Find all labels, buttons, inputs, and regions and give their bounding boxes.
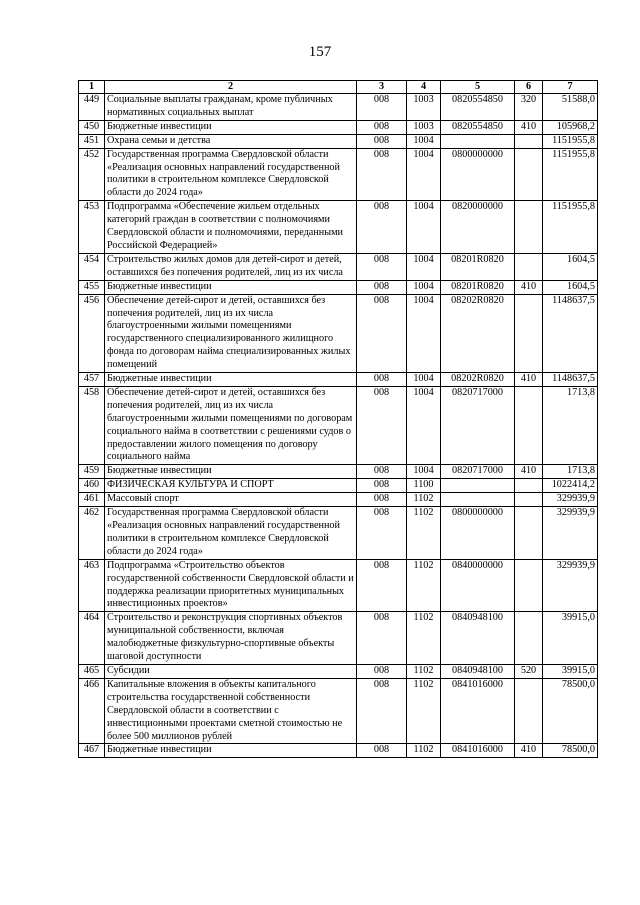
row-name: Бюджетные инвестиции [105,120,357,134]
expense-type-code: 520 [515,664,543,678]
table-row [79,493,598,507]
amount-value: 1604,5 [543,253,598,280]
expense-type-code [515,253,543,280]
ministry-code: 008 [357,386,407,464]
expense-type-code: 410 [515,465,543,479]
expense-type-code [515,493,543,507]
article-code [441,479,515,493]
row-number: 466 [79,678,105,744]
section-code: 1004 [407,134,441,148]
table-row [79,678,598,744]
section-code: 1102 [407,493,441,507]
table-row [79,94,598,121]
row-name: Массовый спорт [105,493,357,507]
expense-type-code: 410 [515,744,543,758]
row-number: 467 [79,744,105,758]
amount-value: 1151955,8 [543,201,598,254]
article-code: 0820554850 [441,94,515,121]
row-number: 464 [79,612,105,665]
row-number: 452 [79,148,105,201]
table-row [79,664,598,678]
amount-value: 1148637,5 [543,294,598,372]
table-row [79,559,598,612]
amount-value: 329939,9 [543,559,598,612]
row-name: Строительство жилых домов для детей-сирот и детей, оставшихся без попечения родителей, лиц из их числа [105,253,357,280]
expense-type-code: 410 [515,373,543,387]
expense-type-code [515,507,543,560]
section-code: 1004 [407,294,441,372]
section-code: 1004 [407,386,441,464]
row-name: Обеспечение детей-сирот и детей, оставшихся без попечения родителей, лиц из их числа благоустроенными жилыми помещениями по договорам социального найма в соответствии с решениями судов о предоставлении жилого помещения по договору социального найма [105,386,357,464]
column-header: 2 [105,81,357,94]
section-code: 1003 [407,120,441,134]
section-code: 1102 [407,744,441,758]
section-code: 1004 [407,280,441,294]
expense-type-code [515,386,543,464]
expense-type-code: 410 [515,280,543,294]
section-code: 1004 [407,373,441,387]
page-number: 157 [308,44,332,60]
table-row [79,294,598,372]
ministry-code: 008 [357,134,407,148]
table-row [79,744,598,758]
column-header: 7 [543,81,598,94]
expense-type-code [515,678,543,744]
row-name: Охрана семьи и детства [105,134,357,148]
amount-value: 329939,9 [543,493,598,507]
table-row [79,201,598,254]
section-code: 1102 [407,664,441,678]
article-code: 0800000000 [441,148,515,201]
article-code: 0840000000 [441,559,515,612]
amount-value: 1604,5 [543,280,598,294]
table-header-row [79,81,598,94]
article-code: 0820717000 [441,465,515,479]
ministry-code: 008 [357,507,407,560]
section-code: 1004 [407,465,441,479]
row-number: 455 [79,280,105,294]
row-name: Государственная программа Свердловской области «Реализация основных направлений государственной политики в строительном комплексе Свердловской области до 2024 года» [105,148,357,201]
row-number: 456 [79,294,105,372]
row-number: 460 [79,479,105,493]
amount-value: 105968,2 [543,120,598,134]
article-code [441,134,515,148]
column-header: 6 [515,81,543,94]
expense-type-code [515,134,543,148]
expense-type-code: 320 [515,94,543,121]
article-code: 08201R0820 [441,253,515,280]
row-name: Бюджетные инвестиции [105,280,357,294]
expense-type-code: 410 [515,120,543,134]
row-name: Социальные выплаты гражданам, кроме публичных нормативных социальных выплат [105,94,357,121]
expense-type-code [515,294,543,372]
row-name: Обеспечение детей-сирот и детей, оставшихся без попечения родителей, лиц из их числа благоустроенными жилыми помещениями государственного специализированного жилищного фонда по договорам найма специализированных жилых помещений [105,294,357,372]
row-number: 450 [79,120,105,134]
row-number: 465 [79,664,105,678]
amount-value: 78500,0 [543,744,598,758]
amount-value: 1713,8 [543,465,598,479]
amount-value: 1151955,8 [543,134,598,148]
row-name: Строительство и реконструкция спортивных объектов муниципальной собственности, включая малобюджетные физкультурно-спортивные объекты шаговой доступности [105,612,357,665]
column-header: 5 [441,81,515,94]
expense-type-code [515,612,543,665]
row-number: 463 [79,559,105,612]
ministry-code: 008 [357,678,407,744]
amount-value: 51588,0 [543,94,598,121]
table-row [79,465,598,479]
article-code: 0800000000 [441,507,515,560]
ministry-code: 008 [357,612,407,665]
expense-type-code [515,559,543,612]
article-code: 0840948100 [441,612,515,665]
row-name: Бюджетные инвестиции [105,465,357,479]
budget-table [78,80,598,758]
row-number: 461 [79,493,105,507]
amount-value: 1713,8 [543,386,598,464]
column-header: 4 [407,81,441,94]
ministry-code: 008 [357,120,407,134]
article-code: 0820717000 [441,386,515,464]
row-name: Бюджетные инвестиции [105,373,357,387]
section-code: 1102 [407,678,441,744]
ministry-code: 008 [357,479,407,493]
article-code: 0840948100 [441,664,515,678]
section-code: 1100 [407,479,441,493]
row-number: 451 [79,134,105,148]
amount-value: 39915,0 [543,664,598,678]
article-code: 0841016000 [441,678,515,744]
article-code [441,493,515,507]
row-number: 453 [79,201,105,254]
row-number: 462 [79,507,105,560]
section-code: 1003 [407,94,441,121]
amount-value: 1148637,5 [543,373,598,387]
article-code: 0820554850 [441,120,515,134]
row-number: 458 [79,386,105,464]
table-row [79,134,598,148]
ministry-code: 008 [357,744,407,758]
ministry-code: 008 [357,559,407,612]
table-row [79,280,598,294]
row-name: ФИЗИЧЕСКАЯ КУЛЬТУРА И СПОРТ [105,479,357,493]
row-number: 454 [79,253,105,280]
ministry-code: 008 [357,201,407,254]
ministry-code: 008 [357,465,407,479]
row-number: 457 [79,373,105,387]
table-row [79,507,598,560]
row-name: Капитальные вложения в объекты капитального строительства государственной собственности Свердловской области в соответствии с инвестиционными проектами сметной стоимостью не более 500 миллионов рублей [105,678,357,744]
article-code: 0841016000 [441,744,515,758]
section-code: 1004 [407,201,441,254]
section-code: 1004 [407,253,441,280]
amount-value: 1151955,8 [543,148,598,201]
table-row [79,386,598,464]
amount-value: 78500,0 [543,678,598,744]
ministry-code: 008 [357,493,407,507]
row-name: Государственная программа Свердловской области «Реализация основных направлений государственной политики в строительном комплексе Свердловской области до 2024 года» [105,507,357,560]
section-code: 1102 [407,612,441,665]
article-code: 0820000000 [441,201,515,254]
ministry-code: 008 [357,253,407,280]
row-name: Подпрограмма «Строительство объектов государственной собственности Свердловской области и поддержка реализации приоритетных муниципальных инвестиционных проектов» [105,559,357,612]
row-number: 459 [79,465,105,479]
ministry-code: 008 [357,373,407,387]
table-row [79,120,598,134]
row-name: Субсидии [105,664,357,678]
article-code: 08201R0820 [441,280,515,294]
table-row [79,253,598,280]
row-name: Бюджетные инвестиции [105,744,357,758]
column-header: 3 [357,81,407,94]
table-row [79,479,598,493]
section-code: 1102 [407,559,441,612]
table-row [79,373,598,387]
ministry-code: 008 [357,280,407,294]
amount-value: 329939,9 [543,507,598,560]
ministry-code: 008 [357,94,407,121]
article-code: 08202R0820 [441,373,515,387]
row-name: Подпрограмма «Обеспечение жильем отдельных категорий граждан в соответствии с полномочиями Свердловской области и полномочиями, переданными Российской Федерацией» [105,201,357,254]
section-code: 1004 [407,148,441,201]
amount-value: 39915,0 [543,612,598,665]
row-number: 449 [79,94,105,121]
amount-value: 1022414,2 [543,479,598,493]
expense-type-code [515,148,543,201]
ministry-code: 008 [357,148,407,201]
table-row [79,612,598,665]
article-code: 08202R0820 [441,294,515,372]
section-code: 1102 [407,507,441,560]
expense-type-code [515,201,543,254]
table-row [79,148,598,201]
expense-type-code [515,479,543,493]
column-header: 1 [79,81,105,94]
ministry-code: 008 [357,294,407,372]
ministry-code: 008 [357,664,407,678]
